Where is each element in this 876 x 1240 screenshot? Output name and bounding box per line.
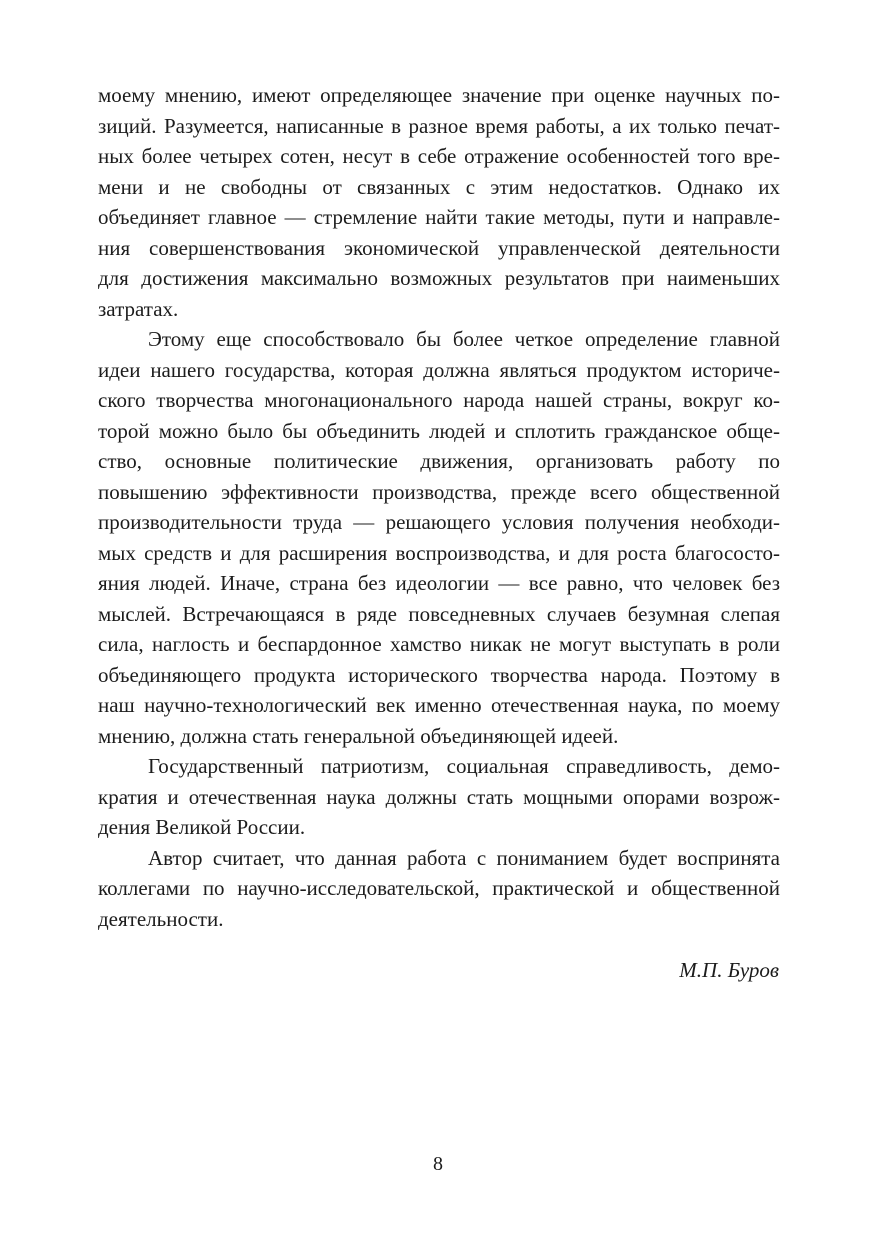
- text-line: моему мнению, имеют определяющее значение при оценке научных по-: [98, 83, 780, 107]
- text-line: наш научно-технологический век именно отечественная наука, по моему: [98, 693, 780, 717]
- text-line: объединяющего продукта исторического творчества народа. Поэтому в: [98, 662, 780, 687]
- paragraph-2: [98, 324, 780, 751]
- body-text: [98, 80, 780, 934]
- text-line: торой можно было бы объединить людей и сплотить гражданское обще-: [98, 418, 780, 443]
- text-line: повышению эффективности производства, прежде всего общественной: [98, 479, 780, 504]
- text-line: объединяет главное — стремление найти такие методы, пути и направле-: [98, 205, 780, 229]
- text-line: мнению, должна стать генеральной объединяющей идеей.: [98, 723, 619, 748]
- text-line: Этому еще способствовало бы более четкое определение главной: [148, 327, 780, 351]
- text-line: яния людей. Иначе, страна без идеологии — все равно, что человек без: [98, 571, 780, 595]
- text-line: для достижения максимально возможных результатов при наименьших: [98, 266, 780, 290]
- text-line: мени и не свободны от связанных с этим недостатков. Однако их: [98, 174, 780, 199]
- text-line: мыслей. Встречающаяся в ряде повседневных случаев безумная слепая: [98, 601, 780, 626]
- paragraph-4: [98, 843, 780, 935]
- text-line: Государственный патриотизм, социальная справедливость, демо-: [148, 754, 780, 778]
- text-line: ского творчества многонационального народа нашей страны, вокруг ко-: [98, 388, 780, 412]
- paragraph-1: [98, 80, 780, 324]
- text-line: мых средств и для расширения воспроизводства, и для роста благососто-: [98, 540, 780, 565]
- text-line: деятельности.: [98, 906, 224, 931]
- text-line: затратах.: [98, 296, 179, 321]
- text-line: дения Великой России.: [98, 815, 306, 839]
- page-number: 8: [433, 1153, 443, 1175]
- text-line: Автор считает, что данная работа с пониманием будет воспринята: [148, 845, 780, 870]
- text-line: ство, основные политические движения, организовать работу по: [98, 449, 780, 473]
- text-line: идеи нашего государства, которая должна являться продуктом историче-: [98, 357, 780, 382]
- text-line: сила, наглость и беспардонное хамство никак не могут выступать в роли: [98, 632, 780, 656]
- text-line: зиций. Разумеется, написанные в разное время работы, а их только печат-: [98, 113, 780, 138]
- text-line: ных более четырех сотен, несут в себе отражение особенностей того вре-: [98, 144, 780, 168]
- text-line: кратия и отечественная наука должны стать мощными опорами возрож-: [98, 784, 780, 809]
- text-line: производительности труда — решающего условия получения необходи-: [98, 510, 780, 534]
- text-line: коллегами по научно-исследовательской, практической и общественной: [98, 876, 780, 900]
- paragraph-3: [98, 751, 780, 843]
- text-line: ния совершенствования экономической управленческой деятельности: [98, 235, 780, 260]
- author-signature: М.П. Буров: [679, 958, 779, 982]
